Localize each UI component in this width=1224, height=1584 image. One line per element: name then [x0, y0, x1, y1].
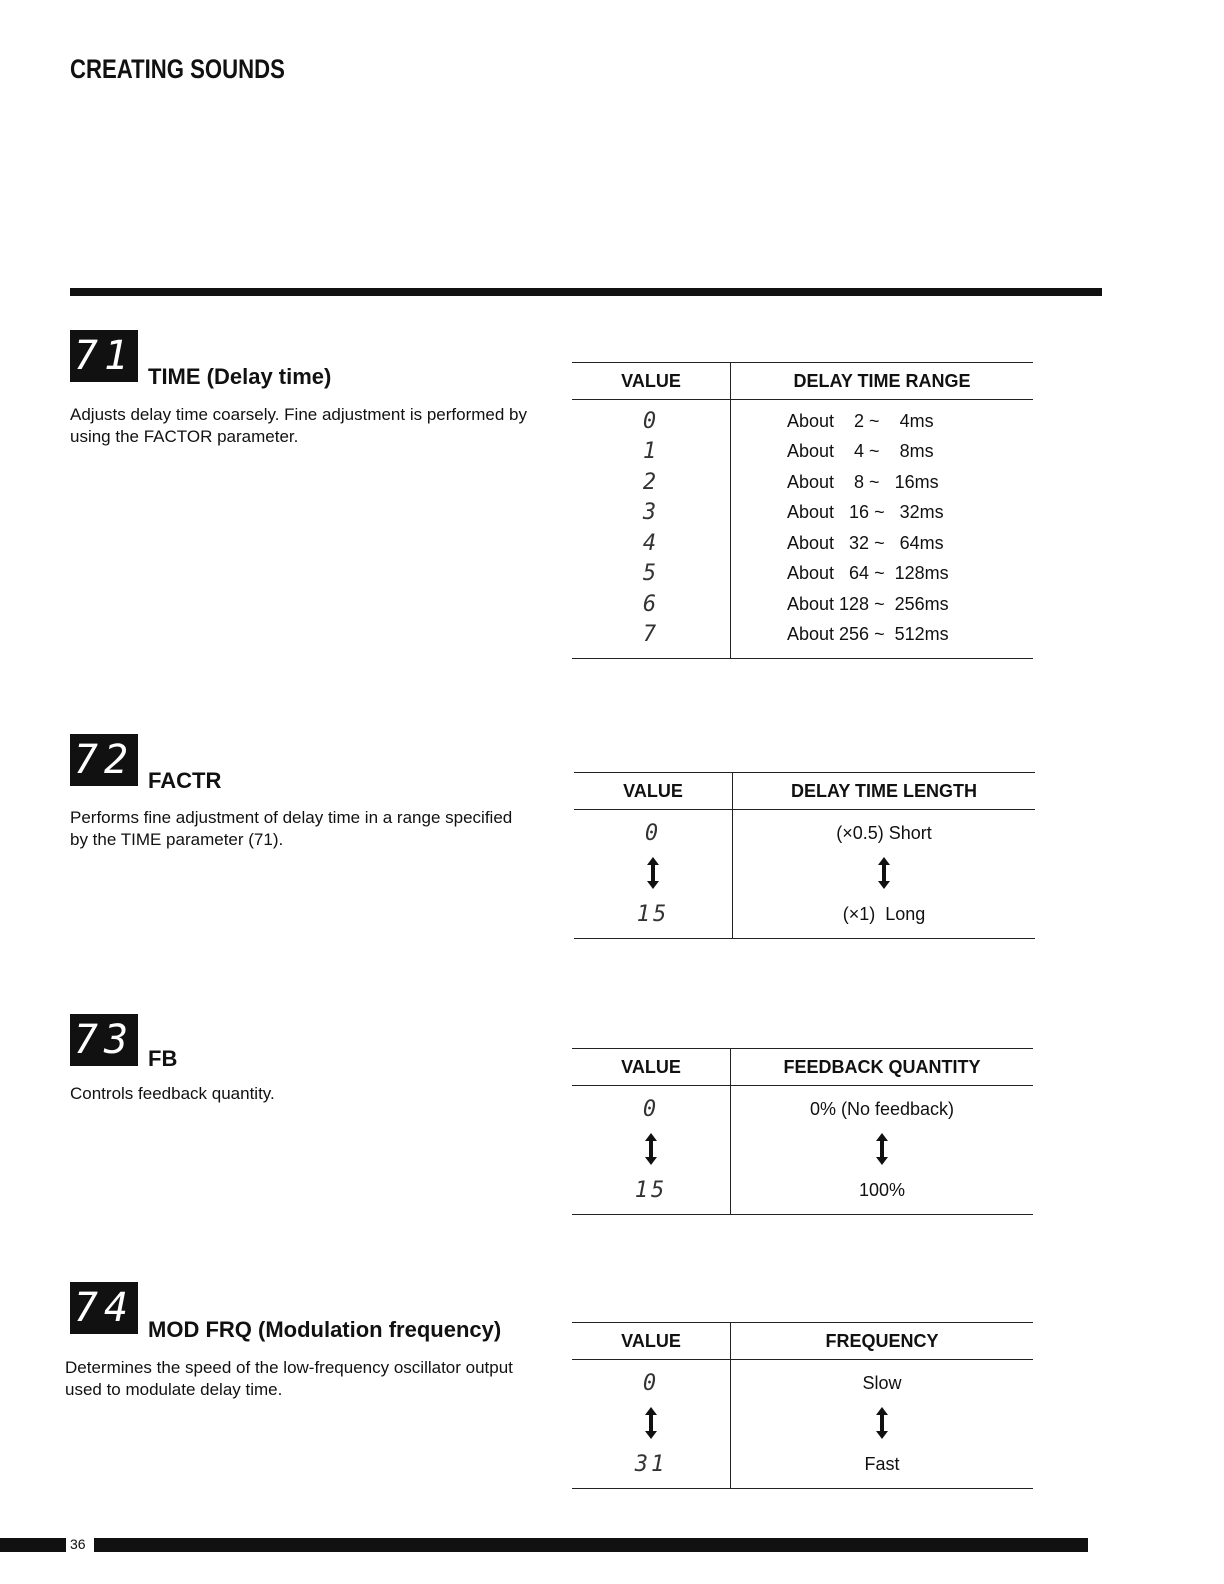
value-cell: 6 — [642, 591, 660, 617]
bottom-rule — [0, 1538, 1088, 1552]
table-row — [572, 400, 1033, 437]
column-header-range: DELAY TIME LENGTH — [733, 773, 1036, 810]
column-header-value: VALUE — [572, 1049, 731, 1086]
parameter-title: FACTR — [148, 768, 222, 793]
table-row — [572, 559, 1033, 590]
parameter-number-badge — [70, 1014, 138, 1066]
table-row — [572, 1086, 1033, 1133]
value-cell: 2 — [642, 469, 660, 495]
table-row — [572, 1440, 1033, 1489]
value-table — [572, 1322, 1033, 1489]
range-cell: About 32 ~ 64ms — [787, 532, 944, 553]
seven-segment-display-icon: 74 — [73, 1285, 135, 1331]
parameter-description: Determines the speed of the low-frequency oscillator output used to modulate delay time. — [65, 1358, 513, 1399]
value-cell: 31 — [634, 1451, 668, 1477]
double-arrow-icon — [875, 1132, 889, 1166]
value-cell: 0 — [642, 1096, 660, 1122]
parameter-number-badge — [70, 734, 138, 786]
parameter-number-badge — [70, 330, 138, 382]
table-row — [574, 890, 1035, 939]
page-number: 36 — [70, 1536, 86, 1552]
table-row — [572, 620, 1033, 659]
double-arrow-icon — [646, 856, 660, 890]
table-row — [572, 1132, 1033, 1166]
table-row — [572, 528, 1033, 559]
value-cell: 5 — [642, 561, 660, 587]
range-cell: Fast — [864, 1453, 900, 1474]
double-arrow-icon — [875, 1406, 889, 1440]
value-cell: 4 — [642, 530, 660, 556]
column-header-value: VALUE — [572, 363, 731, 400]
table-row — [572, 1166, 1033, 1215]
value-cell: 15 — [636, 901, 670, 927]
table-row — [572, 1360, 1033, 1407]
column-header-range: FREQUENCY — [731, 1323, 1034, 1360]
table-row — [574, 810, 1035, 857]
value-cell: 3 — [642, 500, 660, 526]
seven-segment-display-icon: 72 — [73, 737, 135, 783]
value-cell: 0 — [642, 1370, 660, 1396]
parameter-title: TIME (Delay time) — [148, 364, 332, 389]
column-header-value: VALUE — [572, 1323, 731, 1360]
value-cell: 7 — [642, 622, 660, 648]
range-cell: 100% — [858, 1179, 906, 1200]
table-row — [572, 467, 1033, 498]
parameter-number-badge — [70, 1282, 138, 1334]
seven-segment-display-icon: 71 — [73, 333, 135, 379]
range-cell: 0% (No feedback) — [809, 1098, 955, 1119]
table-row — [572, 437, 1033, 468]
value-cell: 1 — [642, 439, 660, 465]
parameter-title: FB — [148, 1046, 178, 1071]
range-cell: About 256 ~ 512ms — [787, 624, 949, 645]
range-cell: About 4 ~ 8ms — [787, 441, 934, 462]
parameter-title: MOD FRQ (Modulation frequency) — [148, 1317, 502, 1342]
value-table — [574, 772, 1035, 939]
table-row — [572, 498, 1033, 529]
range-cell: Slow — [862, 1372, 902, 1393]
value-cell: 0 — [644, 820, 662, 846]
range-cell: About 2 ~ 4ms — [787, 410, 934, 431]
value-table — [572, 362, 1033, 659]
parameter-description: Controls feedback quantity. — [70, 1084, 275, 1103]
value-cell: 0 — [642, 408, 660, 434]
range-cell: (×0.5) Short — [836, 822, 932, 843]
value-table — [572, 1048, 1033, 1215]
range-cell: About 8 ~ 16ms — [787, 471, 939, 492]
double-arrow-icon — [644, 1406, 658, 1440]
parameter-description: Adjusts delay time coarsely. Fine adjustment is performed by using the FACTOR parameter. — [70, 405, 527, 446]
table-row — [574, 856, 1035, 890]
seven-segment-display-icon: 73 — [73, 1017, 135, 1063]
range-cell: About 16 ~ 32ms — [787, 502, 944, 523]
column-header-value: VALUE — [574, 773, 733, 810]
range-cell: About 64 ~ 128ms — [787, 563, 949, 584]
table-row — [572, 1406, 1033, 1440]
page-header: CREATING SOUNDS — [70, 54, 285, 84]
parameter-description: Performs fine adjustment of delay time in a range specified by the TIME parameter (71). — [70, 808, 513, 849]
table-row — [572, 589, 1033, 620]
double-arrow-icon — [644, 1132, 658, 1166]
range-cell: About 128 ~ 256ms — [787, 593, 949, 614]
range-cell: (×1) Long — [842, 903, 926, 924]
value-cell: 15 — [634, 1177, 668, 1203]
double-arrow-icon — [877, 856, 891, 890]
top-rule — [70, 288, 1102, 296]
column-header-range: FEEDBACK QUANTITY — [731, 1049, 1034, 1086]
column-header-range: DELAY TIME RANGE — [731, 363, 1034, 400]
